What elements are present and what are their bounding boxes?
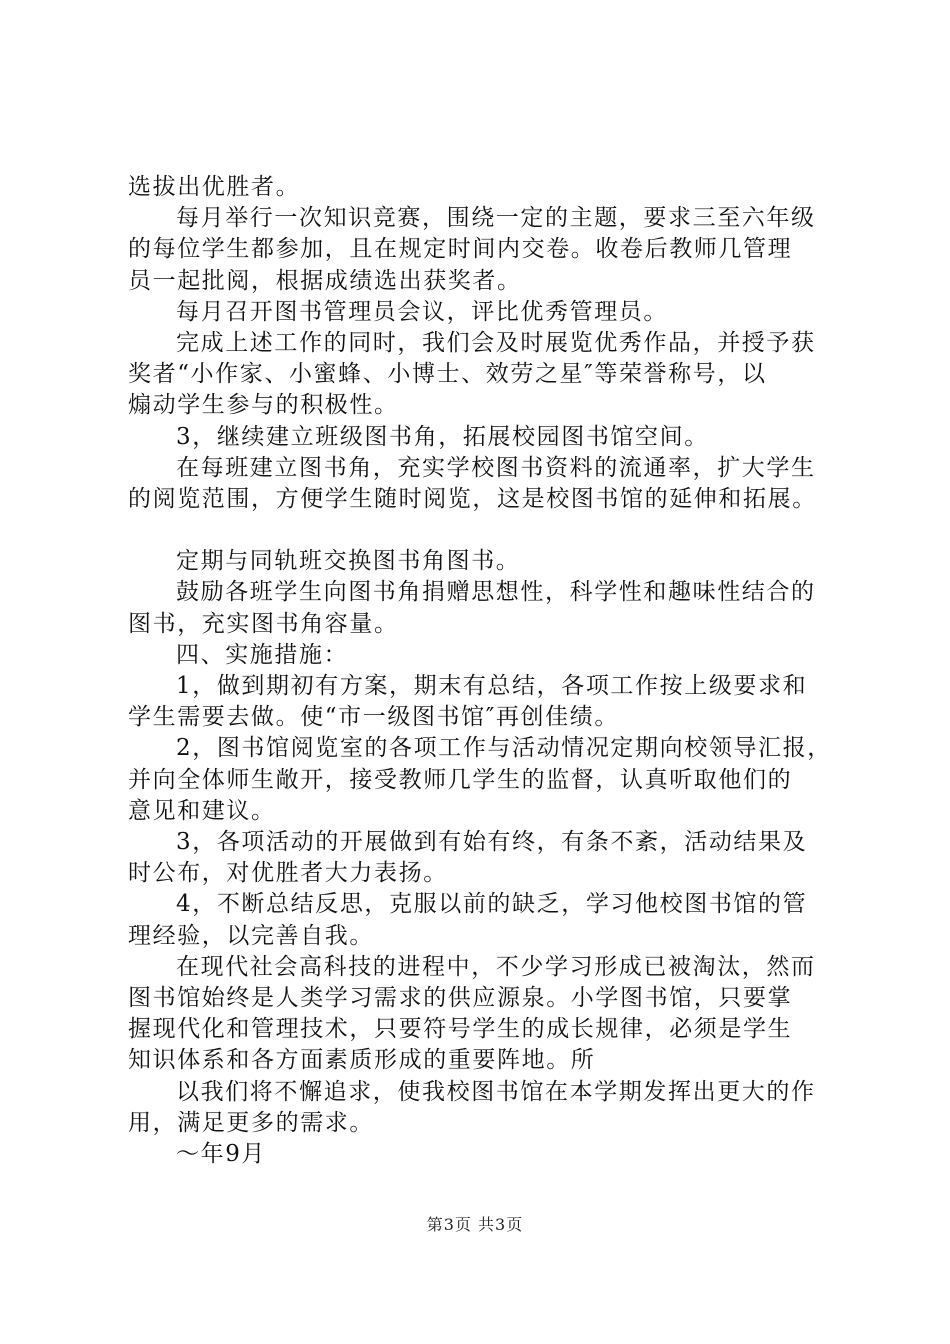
- document-body: [128, 172, 848, 1170]
- paragraph-line: 1，做到期初有方案，期末有总结，各项工作按上级要求和: [176, 673, 808, 700]
- paragraph-line: 学生需要去做。使“市一级图书馆″再创佳绩。: [128, 704, 619, 731]
- paragraph-line: 完成上述工作的同时，我们会及时展览优秀作品，并授予获: [176, 330, 816, 357]
- paragraph-line: 图书馆始终是人类学习需求的供应源泉。小学图书馆，只要掌: [128, 985, 793, 1012]
- paragraph-line: 时公布，对优胜者大力表扬。: [128, 860, 448, 887]
- paragraph-line: 煽动学生参与的积极性。: [128, 392, 399, 419]
- paragraph: [128, 952, 848, 1077]
- paragraph-line: 2，图书馆阅览室的各项工作与活动情况定期向校领导汇报，: [176, 735, 832, 762]
- paragraph: [128, 328, 848, 422]
- paragraph-line: 并向全体师生敞开，接受教师几学生的监督，认真听取他们的: [128, 766, 793, 793]
- paragraph: [128, 671, 848, 733]
- paragraph-line: 定期与同轨班交换图书角图书。: [176, 548, 521, 575]
- paragraph-line: 的阅览范围，方便学生随时阅览，这是校图书馆的延伸和拓展。: [128, 486, 817, 513]
- paragraph-line: 奖者“小作家、小蜜蜂、小博士、效劳之星″等荣誉称号，以: [128, 361, 767, 388]
- paragraph: [128, 297, 848, 328]
- paragraph-line: ～年9月: [176, 1141, 267, 1168]
- paragraph: [128, 1139, 848, 1170]
- paragraph: [128, 546, 848, 577]
- paragraph: [128, 889, 848, 951]
- paragraph-line: 理经验，以完善自我。: [128, 922, 374, 949]
- paragraph: [128, 172, 848, 203]
- paragraph: [128, 827, 848, 889]
- paragraph-line: 选拔出优胜者。: [128, 174, 301, 200]
- paragraph-line: 每月召开图书管理员会议，评比优秀管理员。: [176, 298, 668, 325]
- paragraph-line: 员一起批阅，根据成绩选出获奖者。: [128, 267, 522, 294]
- paragraph: [128, 203, 848, 297]
- paragraph: [128, 733, 848, 827]
- paragraph-line: 握现代化和管理技术，只要符号学生的成长规律，必须是学生: [128, 1016, 793, 1043]
- paragraph-line: 3，各项活动的开展做到有始有终，有条不紊，活动结果及: [176, 829, 808, 856]
- paragraph: [128, 577, 848, 639]
- paragraph-line: 四、实施措施：: [176, 641, 349, 668]
- paragraph-line: 知识体系和各方面素质形成的重要阵地。所: [128, 1047, 596, 1074]
- paragraph-line: 意见和建议。: [128, 797, 276, 824]
- paragraph-line: 4，不断总结反思，克服以前的缺乏，学习他校图书馆的管: [176, 891, 808, 918]
- paragraph-line: 的每位学生都参加，且在规定时间内交卷。收卷后教师几管理: [128, 236, 793, 263]
- paragraph: [128, 422, 848, 453]
- paragraph: [128, 1077, 848, 1139]
- paragraph: [128, 640, 848, 671]
- paragraph-line: 在现代社会高科技的进程中，不少学习形成已被淘汰，然而: [176, 953, 816, 980]
- paragraph-line: 鼓励各班学生向图书角捐赠思想性，科学性和趣味性结合的: [176, 579, 816, 606]
- paragraph-line: 图书，充实图书角容量。: [128, 610, 399, 637]
- paragraph-line: 用，满足更多的需求。: [128, 1109, 374, 1136]
- paragraph-gap: [128, 515, 848, 546]
- page-number-footer: 第3页 共3页: [426, 1215, 524, 1234]
- paragraph-line: 每月举行一次知识竞赛，围绕一定的主题，要求三至六年级: [176, 205, 816, 232]
- paragraph: [128, 453, 848, 515]
- paragraph-line: 以我们将不懈追求，使我校图书馆在本学期发挥出更大的作: [176, 1078, 816, 1105]
- paragraph-line: 3，继续建立班级图书角，拓展校园图书馆空间。: [176, 423, 709, 450]
- paragraph-line: 在每班建立图书角，充实学校图书资料的流通率，扩大学生: [176, 454, 816, 481]
